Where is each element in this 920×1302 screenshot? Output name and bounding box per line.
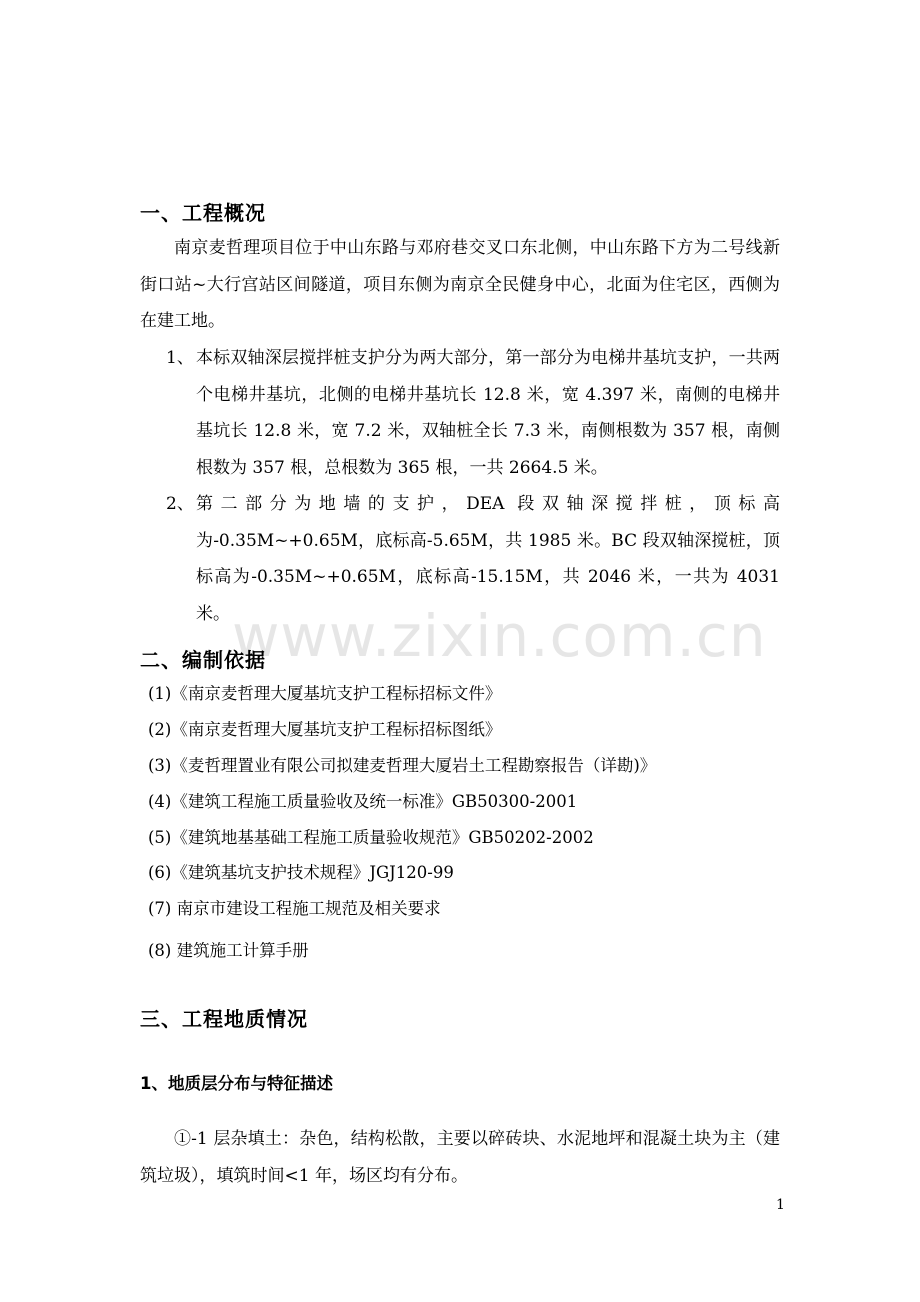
list-item-number: 2、	[166, 494, 194, 514]
section-3-heading: 三、工程地质情况	[140, 1007, 308, 1031]
section-2-heading: 二、编制依据	[140, 648, 266, 672]
reference-item: (2)《南京麦哲理大厦基坑支护工程标招标图纸》	[148, 720, 502, 739]
section-1-heading: 一、工程概况	[140, 201, 266, 225]
reference-item: (3)《麦哲理置业有限公司拟建麦哲理大厦岩土工程勘察报告（详勘)》	[148, 756, 657, 775]
list-item-text: 第二部分为地墙的支护，DEA 段双轴深搅拌桩，顶标高为-0.35M~+0.65M，底标高-5.65M，共 1985 米。BC 段双轴深搅桩，顶标高为-0.35M~+0.65M，底标高-15.15M，共 2046 米，一共为 4031 米。	[196, 494, 780, 624]
reference-item: (6)《建筑基坑支护技术规程》JGJ120-99	[148, 863, 454, 882]
section-1-intro: 南京麦哲理项目位于中山东路与邓府巷交叉口东北侧，中山东路下方为二号线新街口站~大行宫站区间隧道，项目东侧为南京全民健身中心，北面为住宅区，西侧为在建工地。	[140, 238, 780, 331]
reference-item: (8) 建筑施工计算手册	[148, 941, 309, 960]
page-number: 1	[776, 1197, 785, 1213]
watermark: www.zixin.com.cn	[232, 602, 767, 670]
reference-item: (5)《建筑地基基础工程施工质量验收规范》GB50202-2002	[148, 828, 594, 847]
section-3-subheading: 1、地质层分布与特征描述	[140, 1074, 333, 1093]
section-3-paragraph: ①-1 层杂填土：杂色，结构松散，主要以碎砖块、水泥地坪和混凝土块为主（建筑垃圾），填筑时间<1 年，场区均有分布。	[140, 1129, 780, 1186]
list-item-text: 本标双轴深层搅拌桩支护分为两大部分，第一部分为电梯井基坑支护，一共两个电梯井基坑，北侧的电梯井基坑长 12.8 米，宽 4.397 米，南侧的电梯井基坑长 12.8 米，宽 7.2 米，双轴桩全长 7.3 米，南侧根数为 357 根，南侧根数为 357 根，总根数为 365 根，一共 2664.5 米。	[196, 348, 780, 478]
list-item	[140, 340, 780, 486]
list-item	[140, 486, 780, 632]
reference-item: (1)《南京麦哲理大厦基坑支护工程标招标文件》	[148, 684, 502, 703]
list-item-number: 1、	[166, 348, 194, 368]
reference-item: (7) 南京市建设工程施工规范及相关要求	[148, 899, 441, 918]
reference-item: (4)《建筑工程施工质量验收及统一标准》GB50300-2001	[148, 792, 578, 811]
